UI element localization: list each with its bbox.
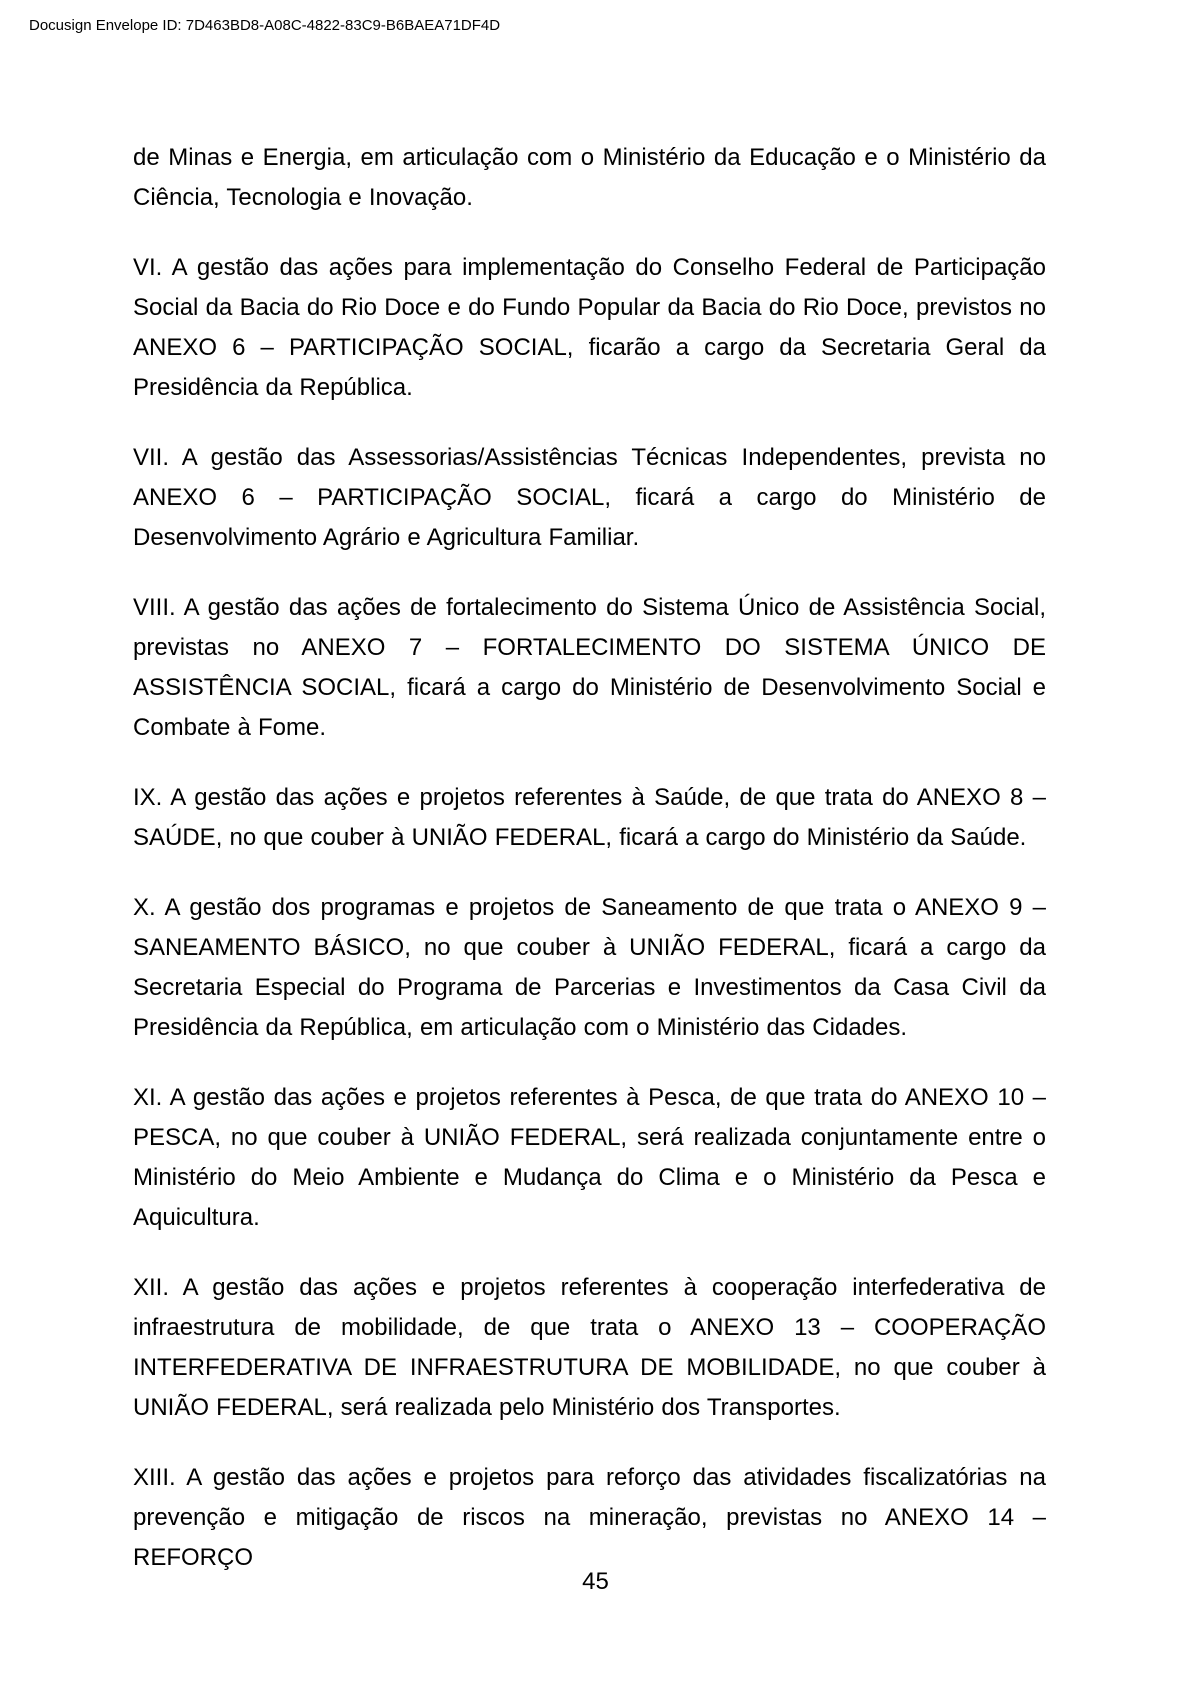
docusign-envelope-id: Docusign Envelope ID: 7D463BD8-A08C-4822-83C9-B6BAEA71DF4D bbox=[29, 17, 501, 34]
paragraph-item-vii: VII. A gestão das Assessorias/Assistências Técnicas Independentes, prevista no ANEXO 6 – PARTICIPAÇÃO SOCIAL, ficará a cargo do Ministério de Desenvolvimento Agrário e Agricultura Familiar. bbox=[133, 444, 1046, 551]
paragraph-item-ix: IX. A gestão das ações e projetos referentes à Saúde, de que trata do ANEXO 8 – SAÚDE, no que couber à UNIÃO FEDERAL, ficará a cargo do Ministério da Saúde. bbox=[133, 784, 1046, 851]
paragraph-item-vi: VI. A gestão das ações para implementação do Conselho Federal de Participação Social da Bacia do Rio Doce e do Fundo Popular da Bacia do Rio Doce, previstos no ANEXO 6 – PARTICIPAÇÃO SOCIAL, ficarão a cargo da Secretaria Geral da Presidência da República. bbox=[133, 254, 1046, 401]
paragraph-item-viii: VIII. A gestão das ações de fortalecimento do Sistema Único de Assistência Social, previstas no ANEXO 7 – FORTALECIMENTO DO SISTEMA ÚNICO DE ASSISTÊNCIA SOCIAL, ficará a cargo do Ministério de Desenvolvimento Social e Combate à Fome. bbox=[133, 594, 1046, 741]
paragraph-item-x: X. A gestão dos programas e projetos de Saneamento de que trata o ANEXO 9 – SANEAMENTO BÁSICO, no que couber à UNIÃO FEDERAL, ficará a cargo da Secretaria Especial do Programa de Parcerias e Investimentos da Casa Civil da Presidência da República, em articulação com o Ministério das Cidades. bbox=[133, 894, 1046, 1041]
paragraph-item-xi: XI. A gestão das ações e projetos referentes à Pesca, de que trata do ANEXO 10 – PESCA, no que couber à UNIÃO FEDERAL, será realizada conjuntamente entre o Ministério do Meio Ambiente e Mudança do Clima e o Ministério da Pesca e Aquicultura. bbox=[133, 1084, 1046, 1231]
document-body bbox=[133, 138, 1046, 1578]
paragraph-item-xii: XII. A gestão das ações e projetos referentes à cooperação interfederativa de infraestrutura de mobilidade, de que trata o ANEXO 13 – COOPERAÇÃO INTERFEDERATIVA DE INFRAESTRUTURA DE MOBILIDADE, no que couber à UNIÃO FEDERAL, será realizada pelo Ministério dos Transportes. bbox=[133, 1274, 1046, 1421]
paragraph-item-xiii: XIII. A gestão das ações e projetos para reforço das atividades fiscalizatórias na prevenção e mitigação de riscos na mineração, previstas no ANEXO 14 – REFORÇO bbox=[133, 1464, 1046, 1571]
paragraph-intro-continuation: de Minas e Energia, em articulação com o Ministério da Educação e o Ministério da Ciência, Tecnologia e Inovação. bbox=[133, 144, 1046, 211]
page-number: 45 bbox=[582, 1568, 609, 1595]
